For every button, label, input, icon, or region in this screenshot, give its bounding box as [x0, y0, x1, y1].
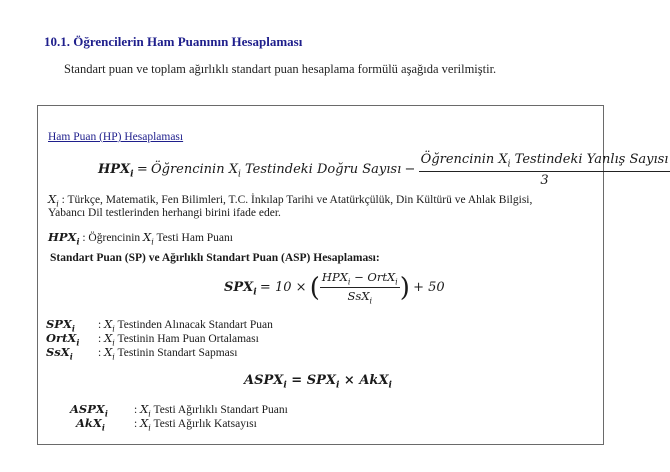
- hp-formula: $HPX_i$ = Öğrencinin $X_i$ Testindeki Doğru Sayısı − $\frac{Öğrencinin X_i Testindeki Yanlış Sayısı}{3}$: [98, 152, 669, 188]
- formula-box: [37, 105, 669, 445]
- hp-fraction: $\frac{Öğrencinin X_i Testindeki Yanlış Sayısı}{3}$: [420, 152, 669, 188]
- def-aspx: $ASPX_i$ : $X_i$ Testi Ağırlıklı Standart Puanı: [70, 402, 288, 419]
- hp-heading: Ham Puan (HP) Hesaplaması: [48, 131, 184, 143]
- hp-formula-lhs: HPX: [98, 161, 131, 177]
- intro-text: Standart puan ve toplam ağırlıklı standart puan hesaplama formülü aşağıda verilmiştir.: [64, 62, 497, 76]
- hpx-definition: $HPX_i$ : Öğrencinin $X_i$ Testi Ham Puanı: [48, 230, 233, 247]
- sp-fraction: $\frac{HPX_i - OrtX_i}{SsX_i}$: [321, 270, 398, 306]
- def-ssx: SsX$_i$ : $X_i$ Testinin Standart Sapması: [46, 345, 238, 362]
- sp-heading: Standart Puan (SP) ve Ağırlıklı Standart Puan (ASP) Hesaplaması:: [50, 252, 380, 264]
- def-ortx: OrtX$_i$ : $X_i$ Testinin Ham Puan Ortalaması: [46, 331, 259, 348]
- section-title: 10.1. Öğrencilerin Ham Puanının Hesaplaması: [44, 34, 303, 49]
- sp-formula: $SPX_i = 10$ × ( $\frac{HPX_i - OrtX_i}{SsX_i}$ ) + 50: [224, 270, 445, 306]
- xi-definition-line2: Yabancı Dil testlerinden herhangi birini ifade eder.: [48, 207, 281, 219]
- def-spx: $SPX_i$ : $X_i$ Testinden Alınacak Standart Puan: [46, 317, 273, 334]
- def-akx: AkX$_i$ : $X_i$ Testi Ağırlık Katsayısı: [76, 416, 257, 433]
- asp-formula: $ASPX_i = SPX_i \times AkX_i$: [244, 373, 392, 391]
- xi-definition: $X_i$ : Türkçe, Matematik, Fen Bilimleri, T.C. İnkılap Tarihi ve Atatürkçülük, Din Kültürü ve Ahlak Bilgisi,: [48, 192, 533, 209]
